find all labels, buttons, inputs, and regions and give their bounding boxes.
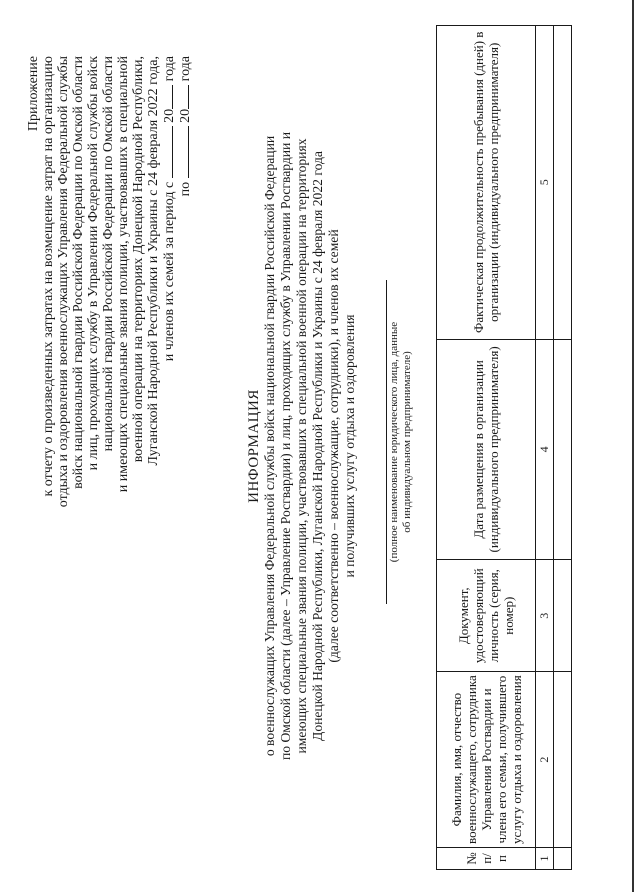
header-cell-name: Фамилия, имя, отчество военнослужащего, сотрудника Управления Росгвардии и члена его семьи, получившего услугу отдыха и оздоровления [437,672,536,848]
intro-line: имеющих специальные звания полиции, участвовавших в специальной военной операции на территориях [294,138,309,754]
appendix-line: и лиц, проходящих службу в Управлении Федеральной службы войск [86,56,101,471]
table-header-row [437,26,536,870]
blank-year-field [161,85,173,109]
header-cell-duration: Фактическая продолжительность пребывания (дней) в организации (индивидуального предпринимателя) [437,26,536,340]
column-number: 2 [536,672,554,848]
page-edge-line [632,0,634,892]
caption-line: (полное наименование юридического лица, данные [388,321,400,563]
table-row [554,26,572,870]
blank-date-field [161,126,173,178]
intro-line: о военнослужащих Управления Федеральной службы войск национальной гвардии Российской Федерации [262,135,277,757]
period-to-prefix: по [178,181,193,197]
year-suffix: года [178,56,193,82]
blank-year-field [177,85,189,109]
intro-line: (далее соответственно – военнослужащие, сотрудники), и членов их семей [326,229,341,663]
year-prefix: 20 [178,108,193,123]
appendix-line: войск национальной гвардии Российской Федерации по Омской области [71,56,86,489]
column-number: 3 [536,560,554,672]
document-title: ИНФОРМАЦИЯ [246,389,262,503]
period-from-prefix: и членов их семей за период с [162,181,177,362]
column-number: 1 [536,848,554,870]
appendix-line: и имеющих специальные звания полиции, участвовавших в специальной [116,56,131,493]
header-cell-document: Документ, удостоверяющий личность (серия, номер) [437,560,536,672]
appendix-line: военной операции на территориях Донецкой Народной Республики, [131,56,146,463]
intro-line: Донецкой Народной Республики, Луганской Народной Республики и Украины с 24 февраля 2022 года [310,151,325,741]
intro-text [262,18,358,874]
appendix-line: отдыха и оздоровления военнослужащих Управления Федеральной службы [56,56,71,508]
table-number-row [536,26,554,870]
year-prefix: 20 [162,108,177,123]
appendix-line: к отчету о произведенных затратах на возмещение затрат на организацию [41,56,56,497]
organization-name-line [386,280,387,604]
table-cell [554,339,572,560]
period-from-line [161,56,177,536]
table-cell [554,26,572,340]
caption-line: об индивидуальном предпринимателе) [401,351,413,533]
intro-line: по Омской области (далее – Управление Росгвардии) и лиц, проходящих службу в Управлении Росгвардии и [278,132,293,760]
intro-line: и получивших услугу отдыха и оздоровления [342,314,357,578]
blank-date-field [177,126,189,178]
appendix-block [26,56,193,536]
appendix-line: национальной гвардии Российской Федерации по Омской области [101,56,116,452]
period-to-line [177,56,193,536]
appendix-line: Луганской Народной Республики и Украины с 24 февраля 2022 года, [146,56,161,466]
table-cell [554,848,572,870]
header-cell-number: № п/п [437,848,536,870]
column-number: 4 [536,339,554,560]
table-cell [554,672,572,848]
appendix-label: Приложение [26,56,41,132]
header-cell-date: Дата размещения в организации (индивидуального предпринимателя) [437,339,536,560]
table-cell [554,560,572,672]
column-number: 5 [536,26,554,340]
info-table [436,25,572,870]
year-suffix: года [162,56,177,82]
organization-name-caption [388,242,414,642]
